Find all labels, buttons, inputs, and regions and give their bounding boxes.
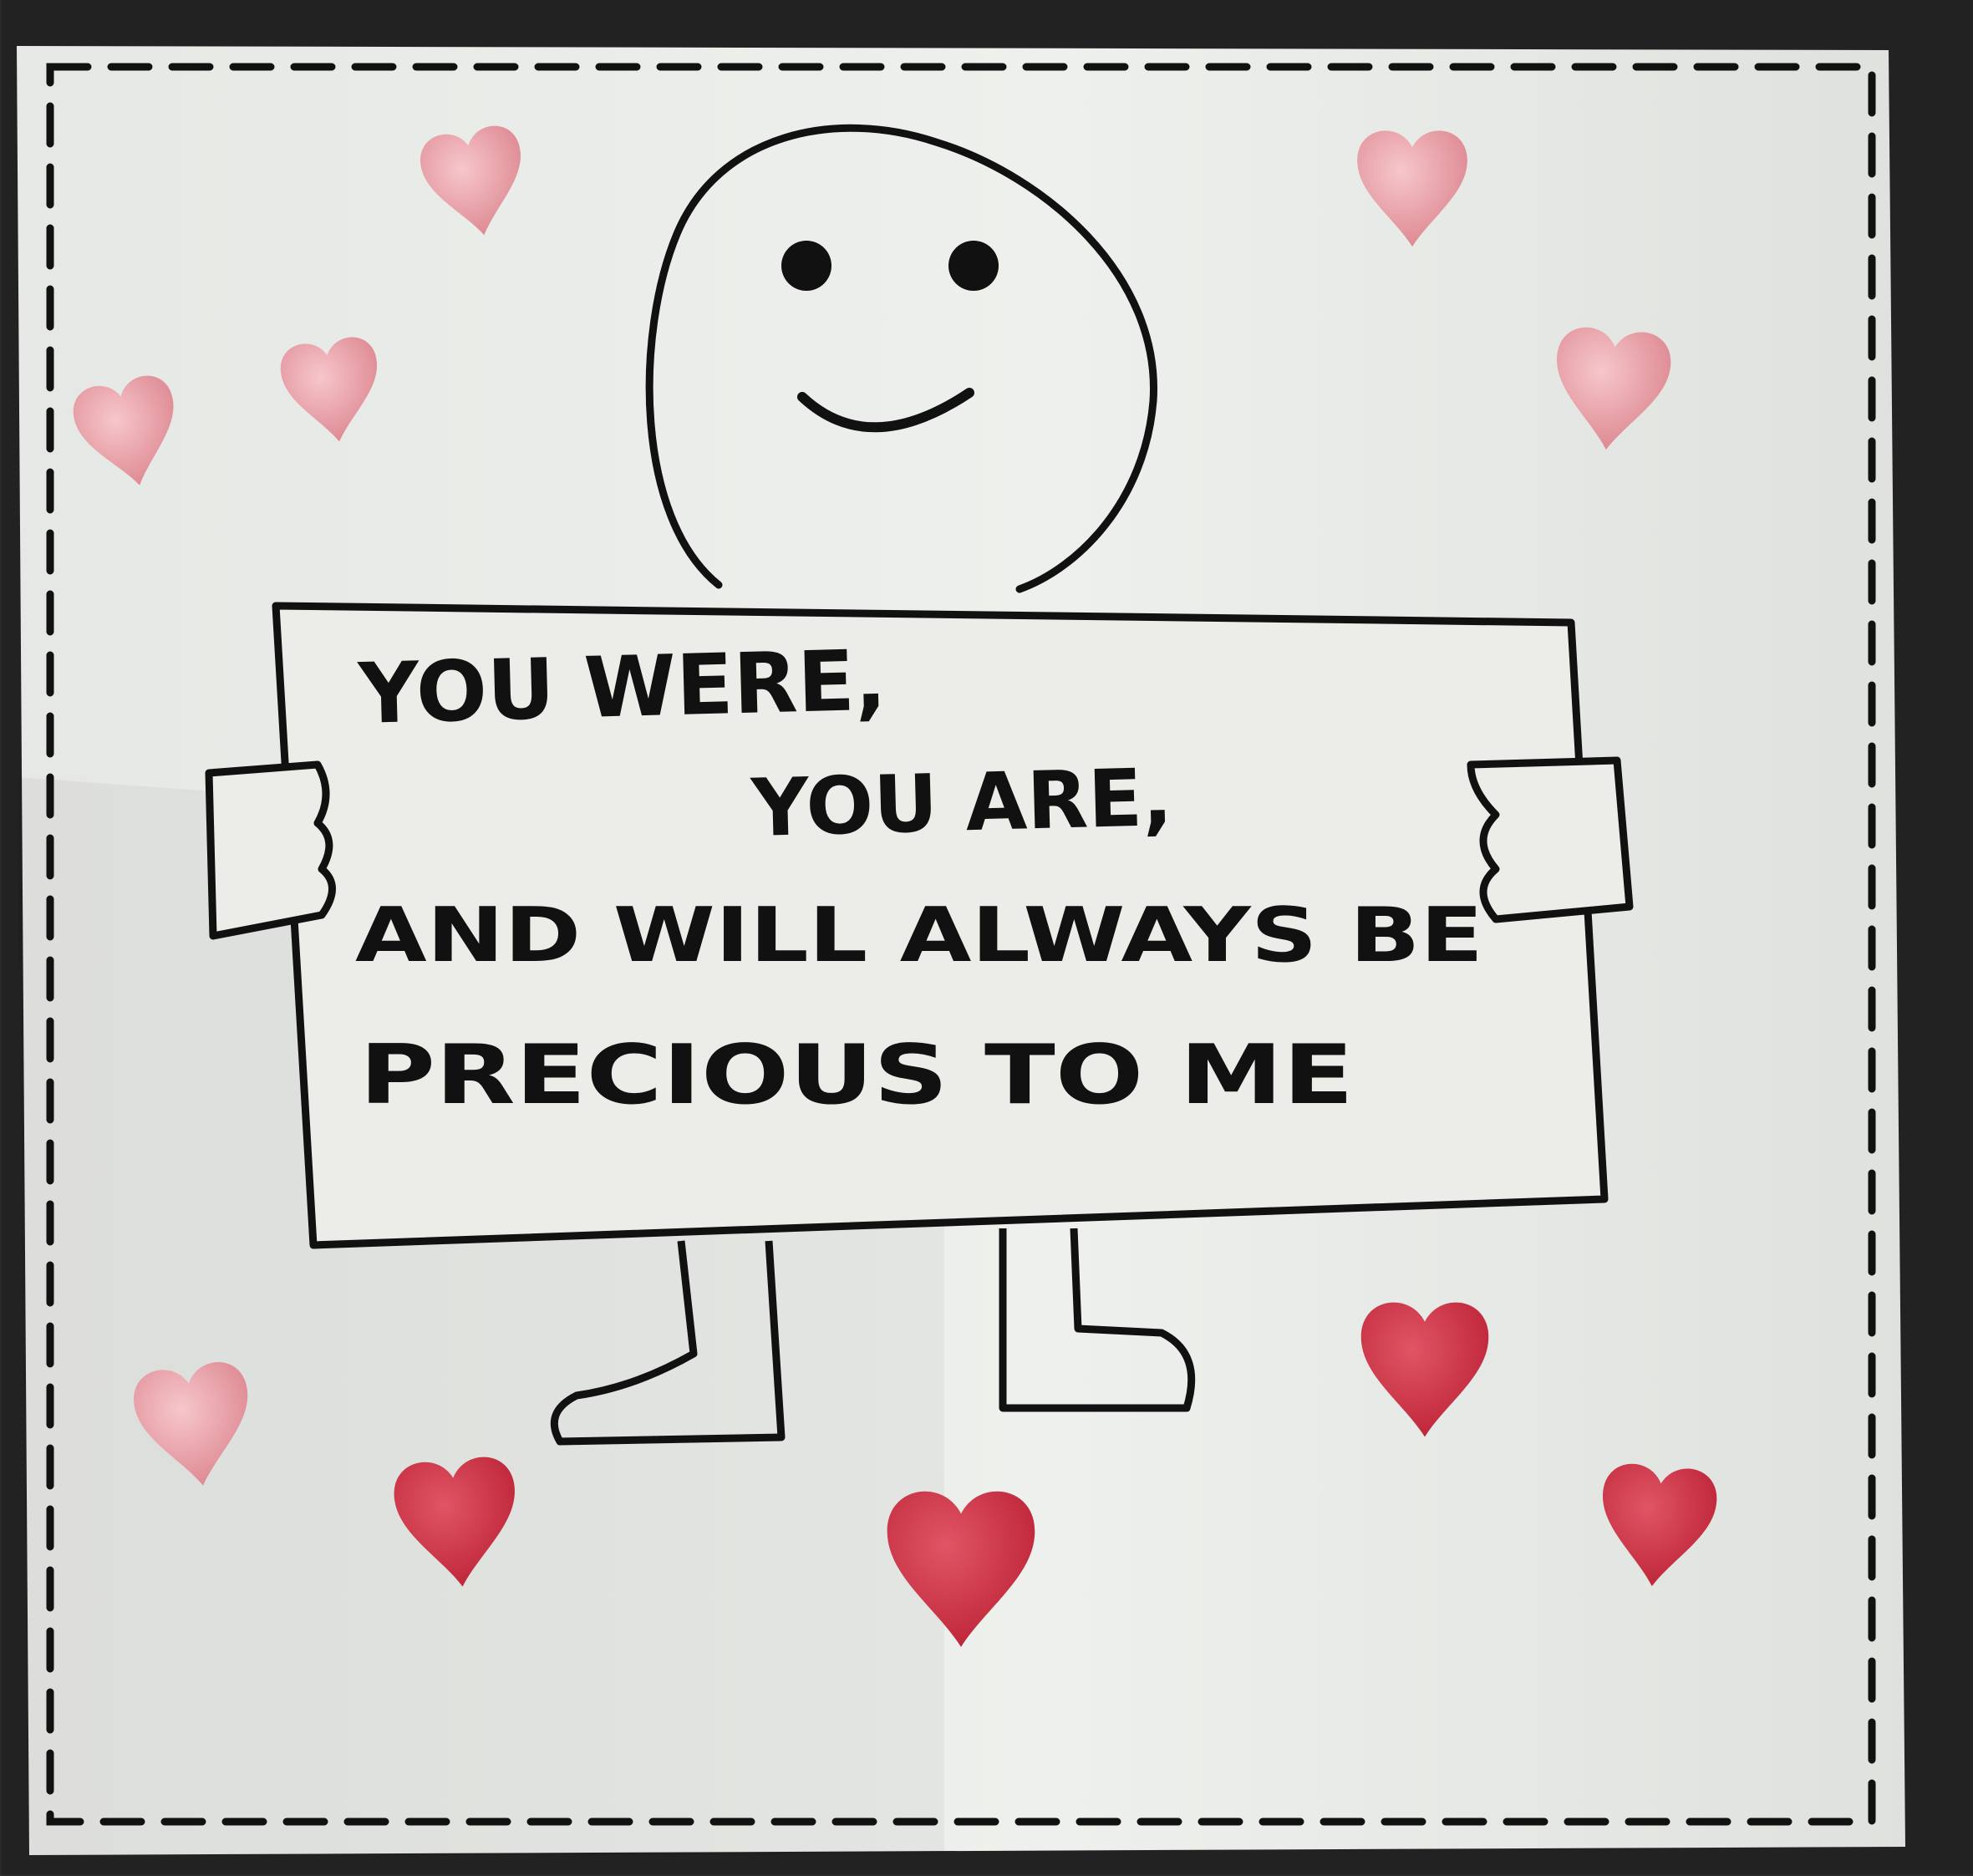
- left-eye: [781, 241, 831, 291]
- right-hand: [1471, 760, 1630, 919]
- message-line-3: AND WILL ALWAYS BE: [355, 892, 1483, 979]
- message-line-1: YOU WERE,: [357, 631, 888, 743]
- message-line-4: PRECIOUS TO ME: [359, 1028, 1354, 1123]
- right-eye: [948, 241, 999, 291]
- left-hand: [209, 765, 333, 936]
- message-line-2: YOU ARE,: [750, 751, 1174, 855]
